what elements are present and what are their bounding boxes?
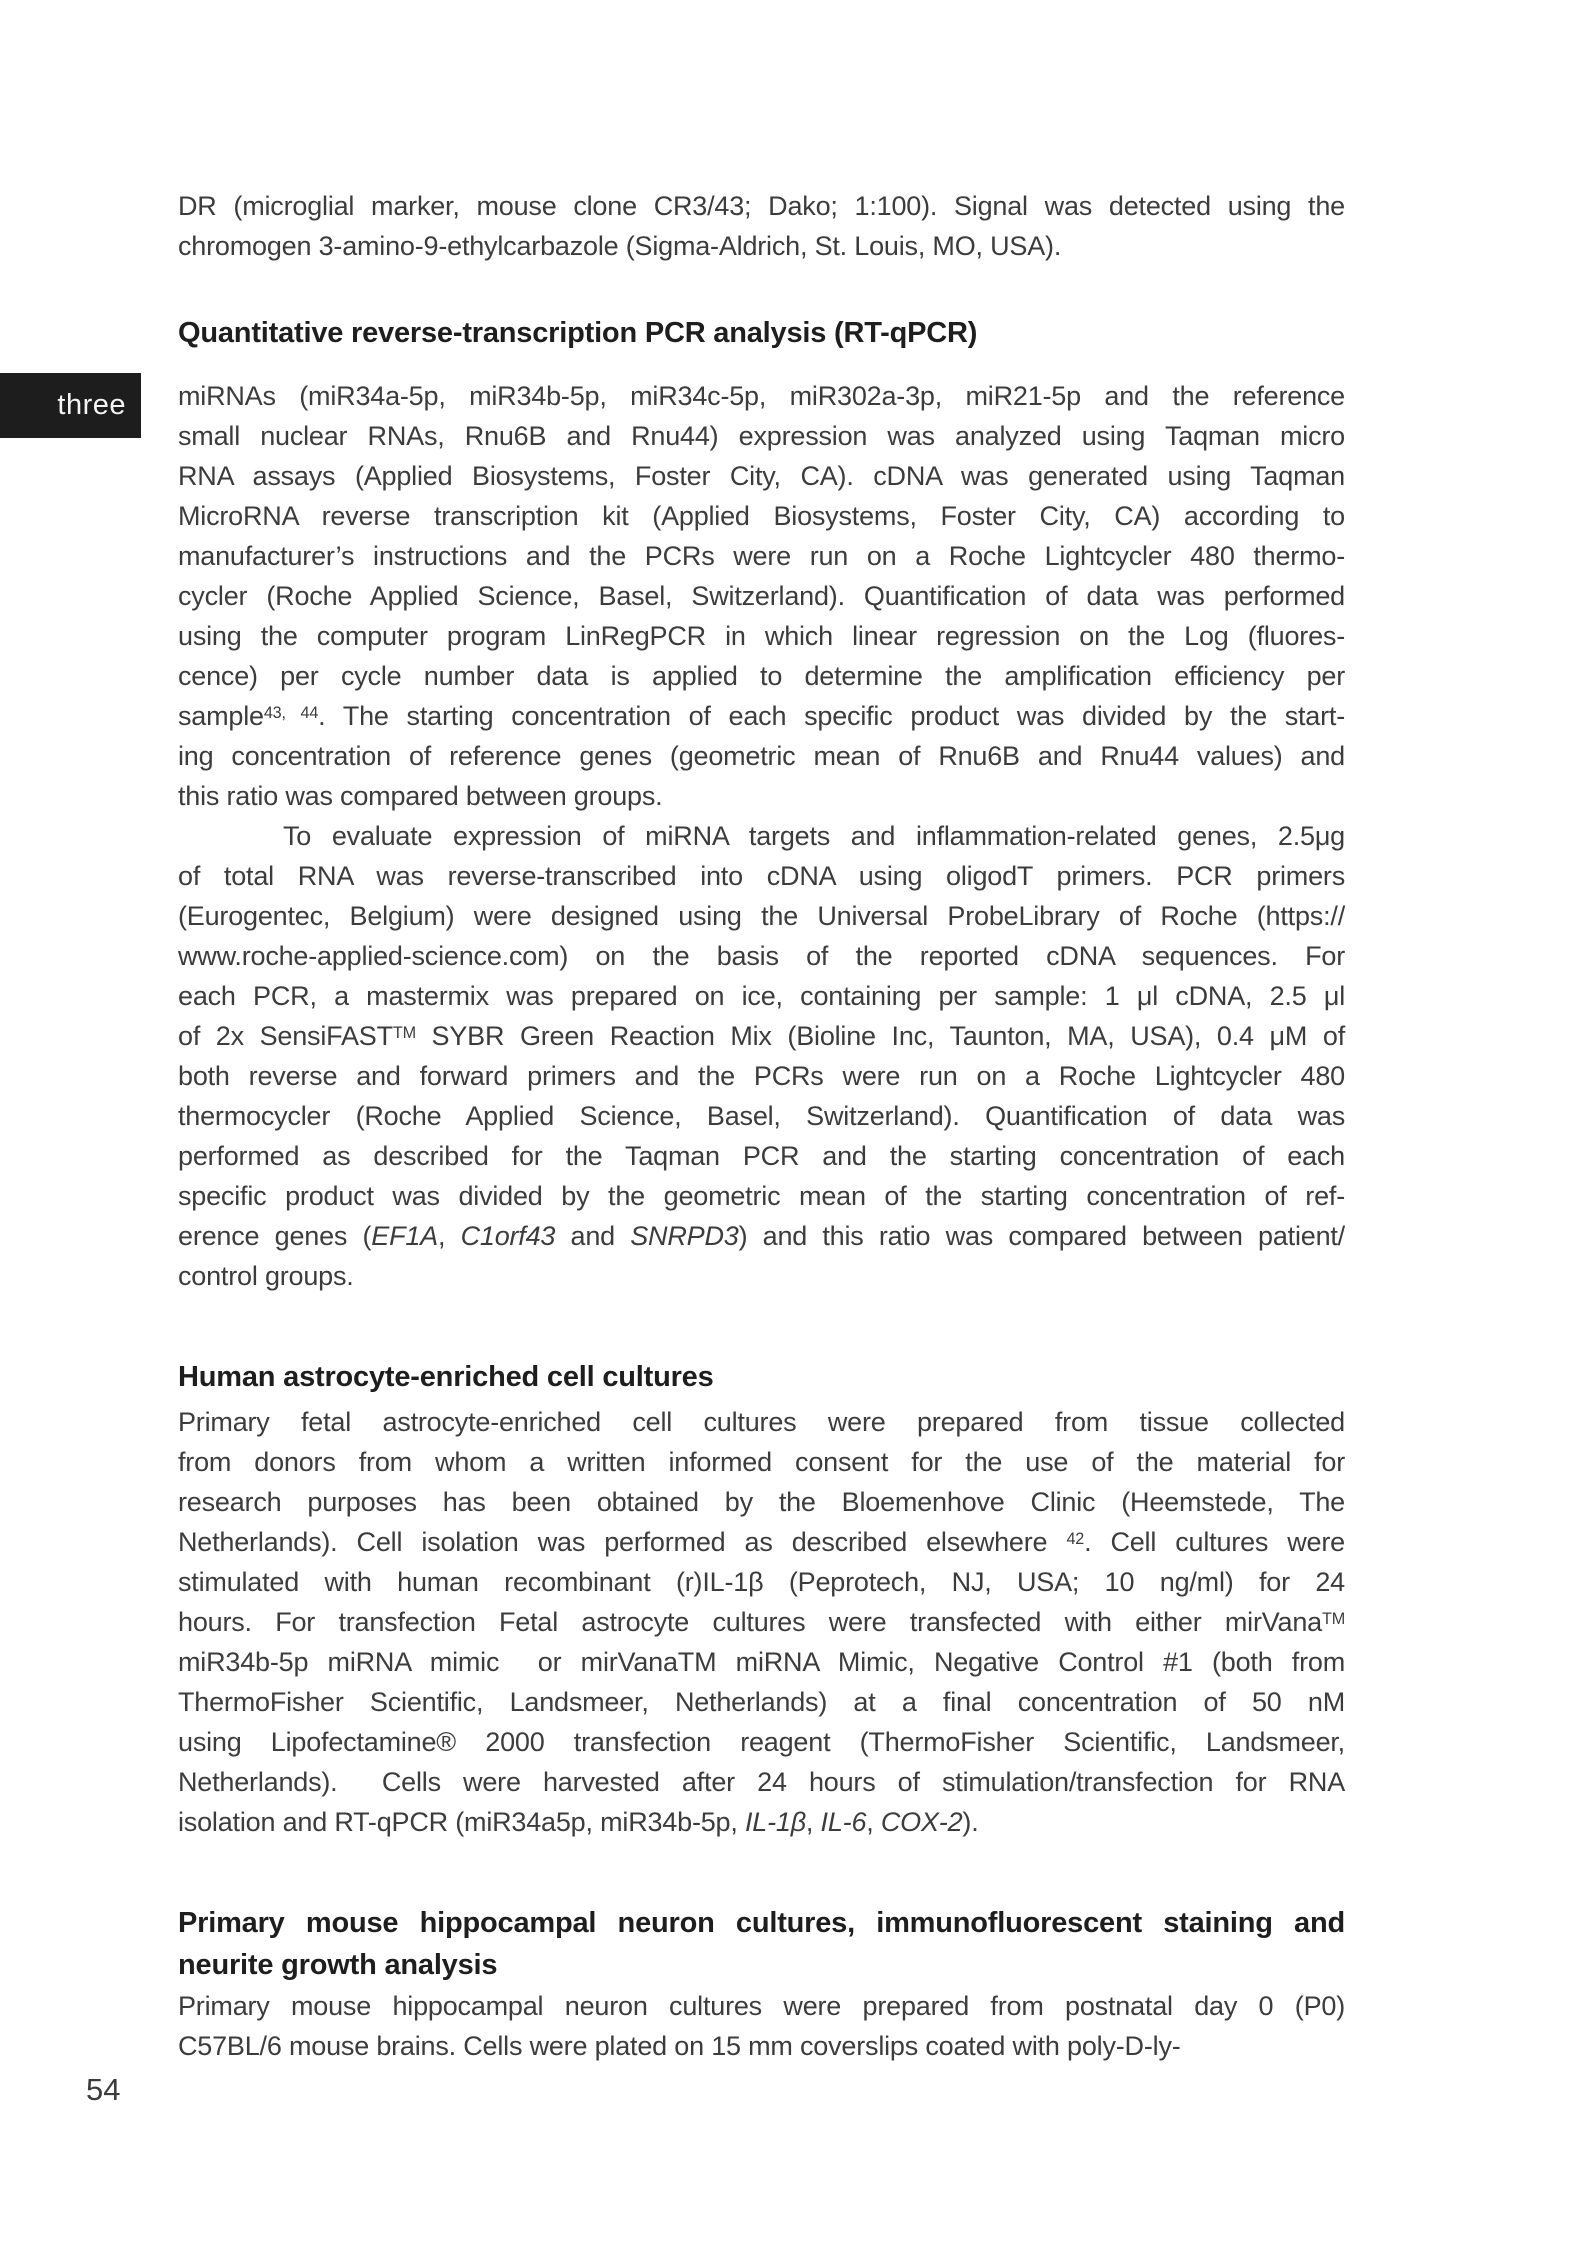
text-line: cence) per cycle number data is applied to determine the amplification efficiency per [178, 661, 1345, 691]
text-line: from donors from whom a written informed consent for the use of the material for [178, 1447, 1345, 1477]
text-line: performed as described for the Taqman PCR and the starting concentration of each [178, 1141, 1345, 1171]
text-line: hours. For transfection Fetal astrocyte cultures were transfected with either mirVana™ [178, 1607, 1345, 1637]
text-column [178, 186, 1345, 2066]
paragraph-neuron-cultures [178, 1986, 1345, 2066]
text-line: Netherlands). Cell isolation was performed as described elsewhere $^{42}$. Cell cultures were [178, 1527, 1345, 1557]
paragraph-mirna-targets [178, 816, 1345, 1296]
text-line: MicroRNA reverse transcription kit (Applied Biosystems, Foster City, CA) according to [178, 501, 1345, 531]
text-line: thermocycler (Roche Applied Science, Basel, Switzerland). Quantification of data was [178, 1101, 1345, 1131]
text-line: of total RNA was reverse-transcribed into cDNA using oligodT primers. PCR primers [178, 861, 1345, 891]
text-line: sample$^{43, 44}$. The starting concentration of each specific product was divided by the start- [178, 701, 1346, 731]
text-line: chromogen 3-amino-9-ethylcarbazole (Sigma-Aldrich, St. Louis, MO, USA). [178, 231, 1062, 261]
text-line: DR (microglial marker, mouse clone CR3/43; Dako; 1:100). Signal was detected using the [178, 191, 1345, 221]
text-line: Primary fetal astrocyte-enriched cell cultures were prepared from tissue collected [178, 1407, 1345, 1437]
text-line: stimulated with human recombinant (r)IL-1β (Peprotech, NJ, USA; 10 ng/ml) for 24 [178, 1567, 1345, 1597]
text-line: ThermoFisher Scientific, Landsmeer, Netherlands) at a final concentration of 50 nM [178, 1687, 1345, 1717]
section-heading-astrocyte-cultures: Human astrocyte-enriched cell cultures [178, 1361, 714, 1393]
paragraph-mirna-taqman [178, 376, 1345, 816]
text-line: both reverse and forward primers and the PCRs were run on a Roche Lightcycler 480 [178, 1061, 1345, 1091]
text-line: research purposes has been obtained by the Bloemenhove Clinic (Heemstede, The [178, 1487, 1345, 1517]
text-line: ing concentration of reference genes (geometric mean of Rnu6B and Rnu44 values) and [178, 741, 1345, 771]
text-line: cycler (Roche Applied Science, Basel, Switzerland). Quantification of data was performed [178, 581, 1345, 611]
paragraph-astrocyte-cultures [178, 1402, 1345, 1842]
text-line: each PCR, a mastermix was prepared on ice, containing per sample: 1 μl cDNA, 2.5 μl [178, 981, 1345, 1011]
text-line: using Lipofectamine® 2000 transfection reagent (ThermoFisher Scientific, Landsmeer, [178, 1727, 1345, 1757]
page-number: 54 [86, 2072, 121, 2107]
text-line: C57BL/6 mouse brains. Cells were plated on 15 mm coverslips coated with poly-D-ly- [178, 2031, 1181, 2061]
text-line: isolation and RT-qPCR (miR34a5p, miR34b-5p, IL-1β, IL-6, COX-2). [178, 1807, 979, 1837]
text-line: manufacturer’s instructions and the PCRs were run on a Roche Lightcycler 480 thermo- [178, 541, 1345, 571]
text-line: control groups. [178, 1261, 354, 1291]
text-line: this ratio was compared between groups. [178, 781, 663, 811]
text-line: small nuclear RNAs, Rnu6B and Rnu44) expression was analyzed using Taqman micro [178, 421, 1345, 451]
chapter-tab: three [0, 373, 141, 438]
paragraph-immunostaining-continuation [178, 186, 1345, 266]
text-line: Primary mouse hippocampal neuron cultures, immunofluorescent staining and [178, 1907, 1345, 1939]
text-line: erence genes (EF1A, C1orf43 and SNRPD3) and this ratio was compared between patient/ [178, 1221, 1345, 1251]
text-line: (Eurogentec, Belgium) were designed using the Universal ProbeLibrary of Roche (https:// [178, 901, 1345, 931]
section-heading-rt-qpcr: Quantitative reverse-transcription PCR analysis (RT-qPCR) [178, 317, 978, 349]
text-line: www.roche-applied-science.com) on the basis of the reported cDNA sequences. For [178, 941, 1345, 971]
text-line: Netherlands). Cells were harvested after 24 hours of stimulation/transfection for RNA [178, 1767, 1345, 1797]
text-line: To evaluate expression of miRNA targets and inflammation-related genes, 2.5μg [283, 821, 1345, 851]
text-line: miRNAs (miR34a-5p, miR34b-5p, miR34c-5p, miR302a-3p, miR21-5p and the reference [178, 381, 1345, 411]
text-line: miR34b-5p miRNA mimic or mirVanaTM miRNA Mimic, Negative Control #1 (both from [178, 1647, 1345, 1677]
text-line: specific product was divided by the geometric mean of the starting concentration of ref- [178, 1181, 1345, 1211]
text-line: using the computer program LinRegPCR in which linear regression on the Log (fluores- [178, 621, 1345, 651]
text-line: Primary mouse hippocampal neuron cultures were prepared from postnatal day 0 (P0) [178, 1991, 1345, 2021]
text-line: of 2x SensiFAST™ SYBR Green Reaction Mix (Bioline Inc, Taunton, MA, USA), 0.4 μM of [178, 1021, 1345, 1051]
text-line: neurite growth analysis [178, 1949, 498, 1981]
text-line: RNA assays (Applied Biosystems, Foster City, CA). cDNA was generated using Taqman [178, 461, 1345, 491]
section-heading-neuron-cultures [178, 1902, 1345, 1986]
